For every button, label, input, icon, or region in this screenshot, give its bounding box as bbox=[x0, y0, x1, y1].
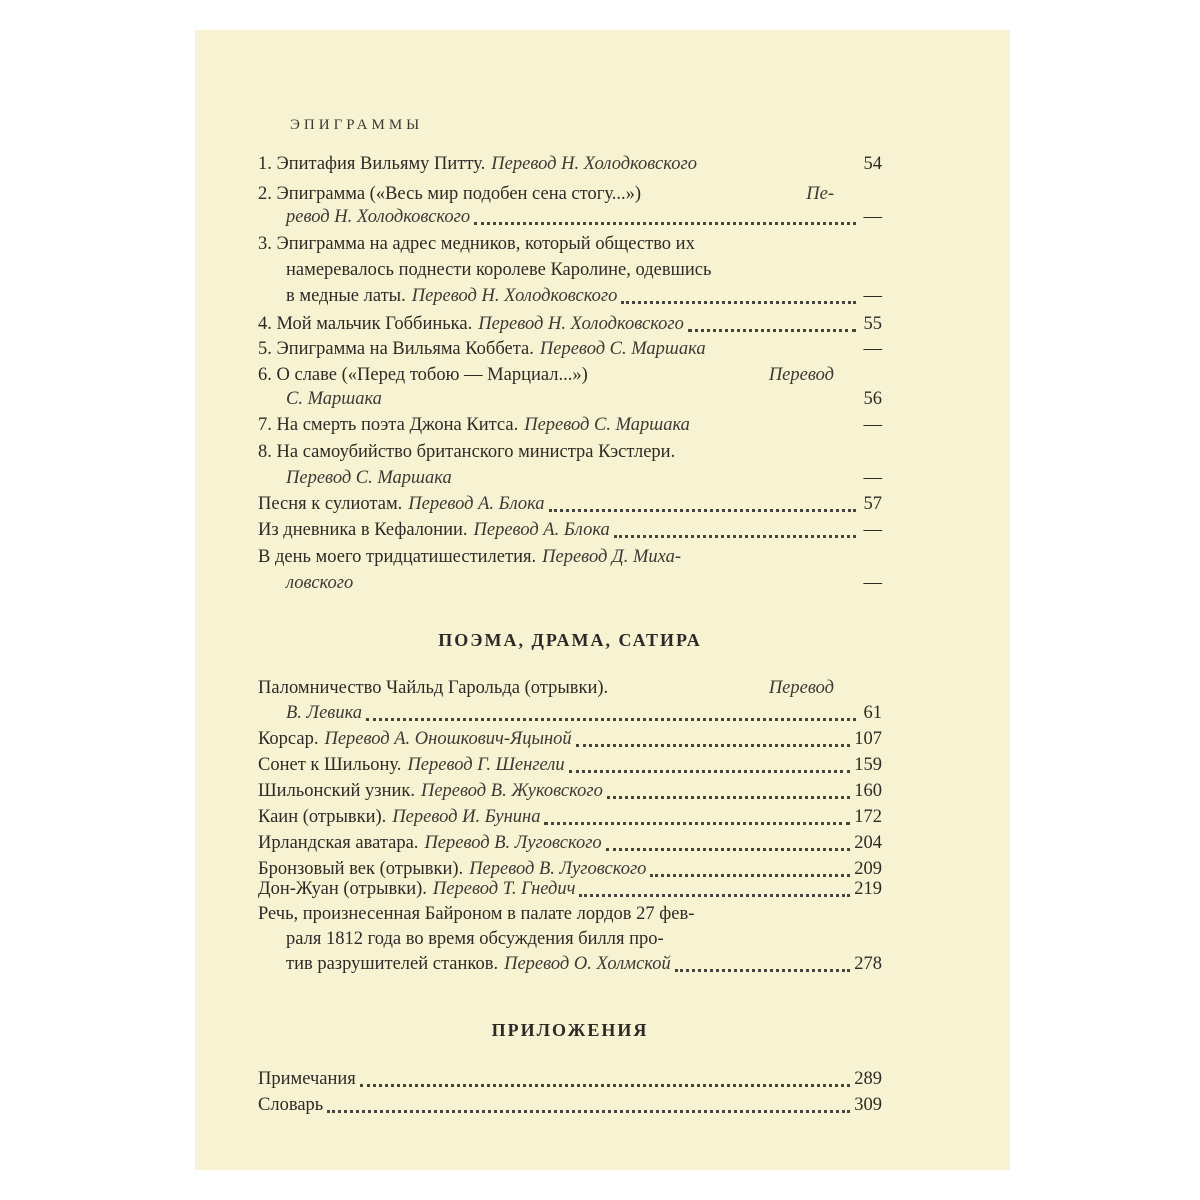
dot-leader bbox=[327, 1110, 850, 1113]
page-number: 204 bbox=[854, 833, 882, 853]
toc-entry[interactable]: 1. Эпитафия Вильяму Питту. Перевод Н. Холодковского 54 bbox=[258, 152, 882, 177]
toc-entry[interactable]: Ирландская аватара. Перевод В. Луговского 204 bbox=[258, 831, 882, 856]
toc-entry[interactable]: Корсар. Перевод А. Оношкович-Яцыной 107 bbox=[258, 727, 882, 752]
page-number: 159 bbox=[854, 755, 882, 775]
toc-entry[interactable]: 6. О славе («Перед тобою — Марциал...») Перевод bbox=[258, 365, 834, 385]
section-title-poem: ПОЭМА, ДРАМА, САТИРА bbox=[438, 630, 702, 650]
toc-entry[interactable]: 2. Эпиграмма («Весь мир подобен сена стогу...») Пе- bbox=[258, 184, 834, 204]
dot-leader bbox=[621, 301, 856, 304]
toc-entry[interactable]: Примечания 289 bbox=[258, 1067, 882, 1092]
dot-leader bbox=[607, 796, 850, 799]
page-number: 107 bbox=[854, 729, 882, 749]
toc-entry-continuation[interactable]: ревод Н. Холодковского — bbox=[286, 205, 882, 230]
toc-entry[interactable]: В день моего тридцатишестилетия. Перевод Д. Миха- bbox=[258, 547, 681, 567]
page-number: 54 bbox=[863, 154, 882, 174]
dot-leader bbox=[579, 894, 850, 897]
dot-leader bbox=[474, 222, 856, 225]
page-number: 56 bbox=[863, 389, 882, 409]
toc-entry[interactable]: 5. Эпиграмма на Вильяма Коббета. Перевод С. Маршака — bbox=[258, 337, 882, 362]
toc-entry[interactable]: Речь, произнесенная Байроном в палате лордов 27 фев- bbox=[258, 904, 695, 924]
dot-leader bbox=[544, 822, 850, 825]
toc-entry[interactable]: Бронзовый век (отрывки). Перевод В. Луговского 209 bbox=[258, 857, 882, 882]
toc-entry[interactable]: Песня к сулиотам. Перевод А. Блока 57 bbox=[258, 492, 882, 517]
page-number: 278 bbox=[854, 954, 882, 974]
dot-leader bbox=[606, 848, 851, 851]
page-number: — bbox=[863, 286, 882, 306]
toc-entry[interactable]: Шильонский узник. Перевод В. Жуковского 160 bbox=[258, 779, 882, 804]
toc-entry[interactable]: 8. На самоубийство британского министра Кэстлери. bbox=[258, 442, 676, 462]
dot-leader bbox=[576, 744, 851, 747]
dot-leader bbox=[675, 969, 851, 972]
toc-entry[interactable]: Дон-Жуан (отрывки). Перевод Т. Гнедич 219 bbox=[258, 877, 882, 902]
toc-entry-continuation[interactable]: С. Маршака 56 bbox=[286, 387, 882, 412]
page-number: 61 bbox=[863, 703, 882, 723]
toc-entry[interactable]: Сонет к Шильону. Перевод Г. Шенгели 159 bbox=[258, 753, 882, 778]
page-number: 219 bbox=[854, 879, 882, 899]
page-number: 309 bbox=[854, 1095, 882, 1115]
page-number: — bbox=[863, 520, 882, 540]
section-title-epigrams: ЭПИГРАММЫ bbox=[290, 117, 424, 133]
dot-leader bbox=[569, 770, 851, 773]
toc-entry-continuation: раля 1812 года во время обсуждения билля про- bbox=[286, 929, 664, 949]
page-number: — bbox=[863, 573, 882, 593]
toc-entry[interactable]: Каин (отрывки). Перевод И. Бунина 172 bbox=[258, 805, 882, 830]
toc-entry-continuation[interactable]: В. Левика 61 bbox=[286, 701, 882, 726]
page-number: — bbox=[863, 468, 882, 488]
toc-entry-continuation[interactable]: Перевод С. Маршака — bbox=[286, 466, 882, 491]
section-title-appendix: ПРИЛОЖЕНИЯ bbox=[491, 1020, 649, 1040]
page-number: — bbox=[863, 339, 882, 359]
toc-entry-continuation[interactable]: в медные латы. Перевод Н. Холодковского — bbox=[286, 284, 882, 309]
toc-entry[interactable]: Словарь 309 bbox=[258, 1093, 882, 1118]
dot-leader bbox=[614, 535, 856, 538]
toc-entry-continuation[interactable]: тив разрушителей станков. Перевод О. Холмской 278 bbox=[286, 952, 882, 977]
toc-entry[interactable]: 4. Мой мальчик Гоббинька. Перевод Н. Холодковского 55 bbox=[258, 312, 882, 337]
page-number: 209 bbox=[854, 859, 882, 879]
toc-entry[interactable]: 3. Эпиграмма на адрес медников, который общество их bbox=[258, 234, 695, 254]
page-number: 57 bbox=[863, 494, 882, 514]
page-number: 289 bbox=[854, 1069, 882, 1089]
dot-leader bbox=[549, 509, 856, 512]
dot-leader bbox=[688, 329, 856, 332]
page-number: — bbox=[863, 207, 882, 227]
toc-entry[interactable]: Из дневника в Кефалонии. Перевод А. Блока — bbox=[258, 518, 882, 543]
page-number: 160 bbox=[854, 781, 882, 801]
toc-entry-continuation[interactable]: ловского — bbox=[286, 571, 882, 596]
page-number: — bbox=[863, 415, 882, 435]
dot-leader bbox=[360, 1084, 850, 1087]
page-number: 172 bbox=[854, 807, 882, 827]
toc-entry[interactable]: Паломничество Чайльд Гарольда (отрывки). Перевод bbox=[258, 678, 834, 698]
dot-leader bbox=[366, 718, 856, 721]
toc-entry-continuation: намеревалось поднести королеве Каролине, одевшись bbox=[286, 260, 712, 280]
page-number: 55 bbox=[863, 314, 882, 334]
toc-entry[interactable]: 7. На смерть поэта Джона Китса. Перевод С. Маршака — bbox=[258, 413, 882, 438]
